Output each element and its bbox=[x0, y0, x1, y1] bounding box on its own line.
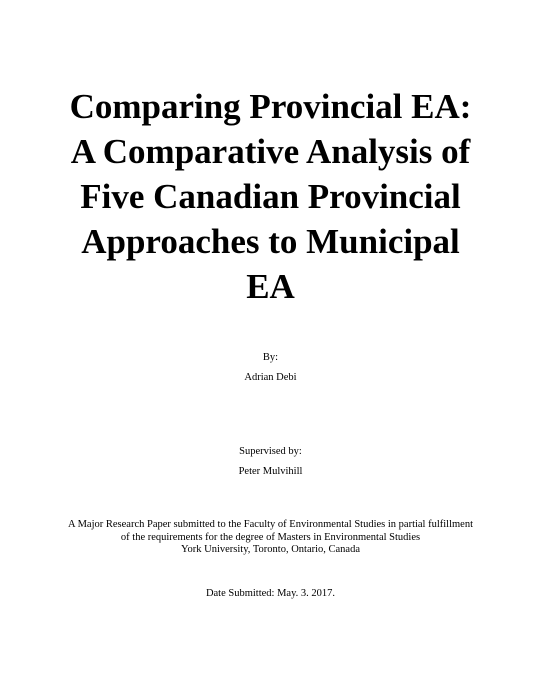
submission-date: Date Submitted: May. 3. 2017. bbox=[205, 588, 336, 599]
title-line: Comparing Provincial EA: bbox=[69, 87, 472, 126]
submission-statement bbox=[0, 519, 541, 557]
document-title bbox=[0, 84, 541, 309]
supervisor-name: Peter Mulvihill bbox=[238, 466, 303, 477]
author-label: By: bbox=[262, 352, 279, 363]
title-line: A Comparative Analysis of bbox=[70, 132, 471, 171]
supervisor-label: Supervised by: bbox=[239, 446, 302, 457]
title-line: Five Canadian Provincial bbox=[80, 177, 461, 216]
author-name: Adrian Debi bbox=[244, 372, 297, 383]
statement-line: of the requirements for the degree of Masters in Environmental Studies bbox=[120, 531, 421, 543]
statement-line: York University, Toronto, Ontario, Canada bbox=[180, 544, 360, 555]
statement-line: A Major Research Paper submitted to the Faculty of Environmental Studies in partial fulfillment bbox=[67, 519, 474, 530]
title-line: Approaches to Municipal bbox=[81, 222, 460, 261]
title-line: EA bbox=[246, 267, 295, 306]
